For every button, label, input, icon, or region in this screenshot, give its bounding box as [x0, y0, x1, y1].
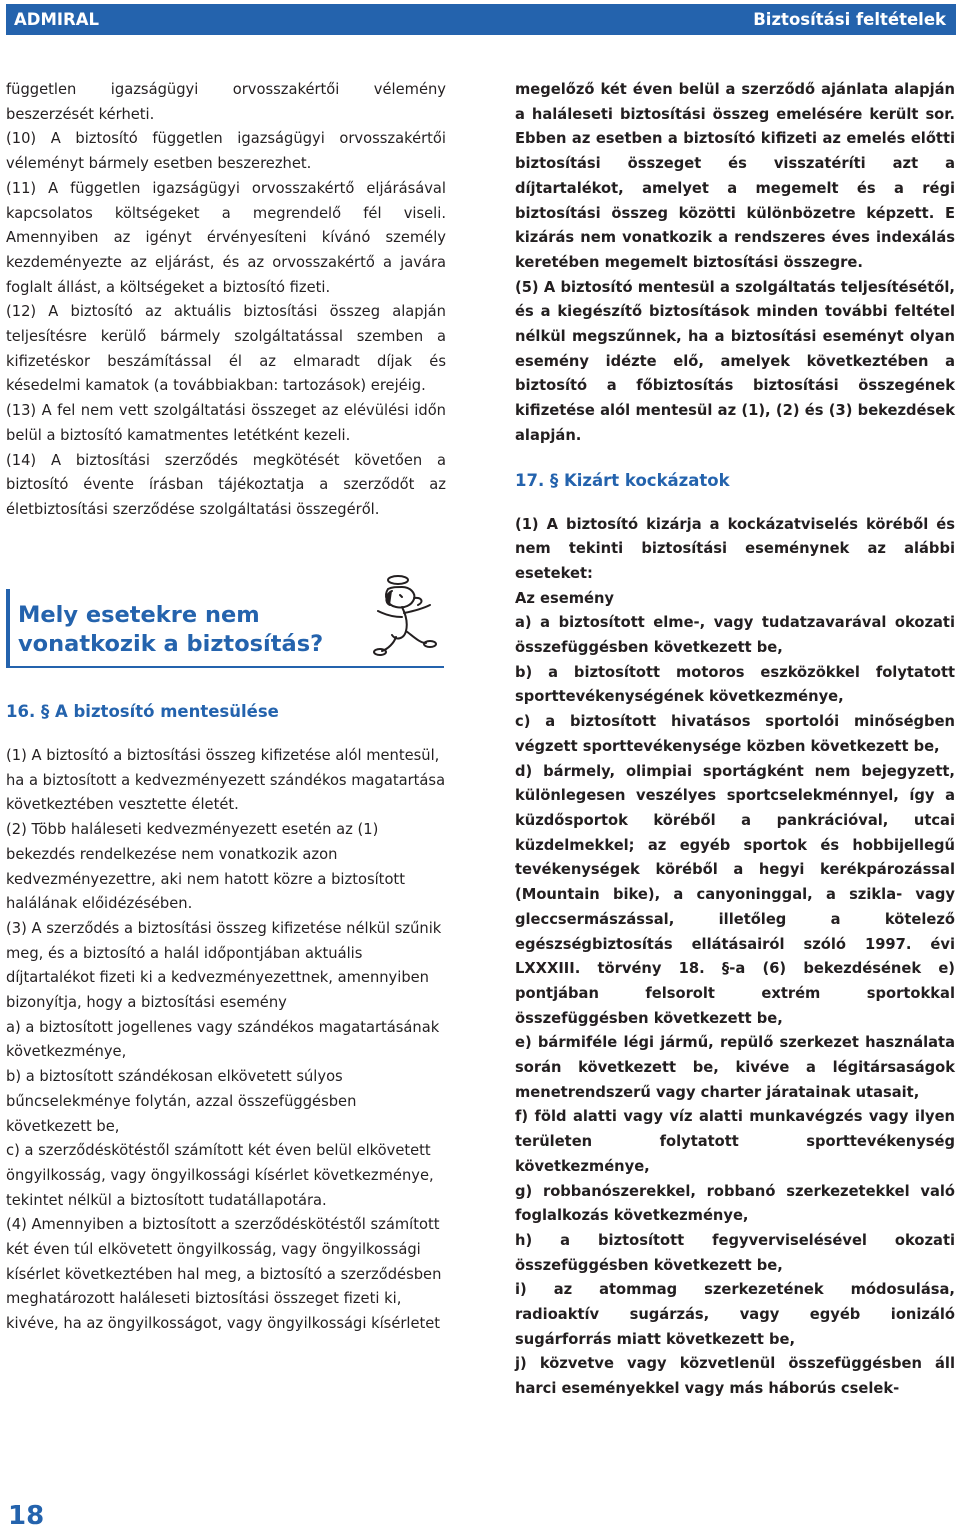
list-item: c) a biztosított hivatásos sportolói minőségben végzett sporttevékenysége közben következett be,: [515, 713, 955, 755]
callout-line: Mely esetekre nem: [18, 602, 260, 628]
paragraph: (13) A fel nem vett szolgáltatási összeget az elévülési időn belül a biztosító kamatmentes letétként kezeli.: [6, 402, 446, 444]
paragraph: független igazságügyi orvosszakértői vélemény beszerzését kérheti.: [6, 81, 446, 123]
callout-heading: [18, 601, 323, 659]
page-number: 18: [8, 1501, 45, 1531]
list-item: g) robbanószerekkel, robbanó szerkezetekkel való foglalkozás következménye,: [515, 1182, 955, 1225]
section-16: [6, 700, 446, 1337]
paragraph: megelőző két éven belül a szerződő ajánlata alapján a haláleseti biztosítási összeg emelésére került sor. Ebben az esetben a biztosító kifizeti az emelés előtti biztosítási összeget és visszatéríti azt a díjtartalékot, amelyet a megemelt és a régi biztosítási összeg közötti különbözetre képzett. E kizárás nem vonatkozik a rendszeres éves indexálás keretében megemelt biztosítási összegre.: [515, 81, 955, 271]
section-heading: 16. § A biztosító mentesülése: [6, 702, 279, 721]
paragraph: (10) A biztosító független igazságügyi orvosszakértői véleményt bármely esetben beszerezhet.: [6, 130, 446, 173]
list-item: j) közvetve vagy közvetlenül összefüggésben áll harci eseményekkel vagy más háborús cselek-: [515, 1355, 955, 1398]
paragraph: Az esemény: [515, 589, 614, 607]
list-item: d) bármely, olimpiai sportágként nem bejegyzett, különlegesen veszélyes sportcselekménnyel, így a küzdősportok köréből a pankrációval, utcai küzdelmekkel; az egyéb sportok és hobbijellegű tevékenységek köréből a hegyi kerékpározással (Mountain bike), a canyoninggal, a szikla- vagy gleccsermászással, illetőleg a kötelező egészségbiztosítás ellátásairól szóló 1997. évi LXXXIII. törvény 18. §-a (6) bekezdésének e) pontjában felsorolt extrém sportokkal összefüggésben következett be,: [515, 762, 955, 1027]
list-item: f) föld alatti vagy víz alatti munkavégzés vagy ilyen területen folytatott sporttevékenység következménye,: [515, 1108, 955, 1175]
paragraph: (12) A biztosító az aktuális biztosítási összeg alapján teljesítésre kerülő bármely szolgáltatással szemben a kifizetéskor beszámítással él az elmaradt díjak és késedelmi kamatok (a továbbiakban: tartozások) erejéig.: [6, 303, 446, 395]
section-heading: 17. § Kizárt kockázatok: [515, 470, 730, 490]
paragraph: (3) A szerződés a biztosítási összeg kifizetése nélkül szűnik meg, és a biztosító a halál időpontjában aktuális díjtartalékot fizeti ki a kedvezményezettnek, amennyiben bizonyítja, hogy a biztosítási esemény: [6, 919, 442, 1012]
callout-line: vonatkozik a biztosítás?: [18, 631, 324, 657]
list-item: h) a biztosított fegyverviselésével okozati összefüggésben következett be,: [515, 1231, 955, 1274]
right-column: [515, 78, 955, 1402]
paragraph: (1) A biztosító kizárja a kockázatviselés köréből és nem tekinti biztosítási eseménynek az alábbi eseteket:: [515, 515, 955, 582]
document-title: Biztosítási feltételek: [753, 10, 946, 29]
list-item: c) a szerződéskötéstől számított két éven belül elkövetett öngyilkosság, vagy öngyilkossági kísérlet következménye, tekintet nélkül a biztosított tudatállapotára.: [6, 1142, 434, 1209]
paragraph: (4) Amennyiben a biztosított a szerződéskötéstől számított két éven túl elkövetett öngyilkosság, vagy öngyilkossági kísérlet következtében hal meg, a biztosító a szerződésben meghatározott haláleseti biztosítási összeget fizeti ki, kivéve, ha az öngyilkosságot, vagy öngyilkossági kísérletet: [6, 1216, 442, 1333]
paragraph: (1) A biztosító a biztosítási összeg kifizetése alól mentesül, ha a biztosított a kedvezményezett szándékos magatartása következtében vesztette életét.: [6, 747, 446, 814]
page-header: [6, 4, 956, 35]
brand-name: ADMIRAL: [14, 10, 100, 29]
list-item: i) az atommag szerkezetének módosulása, radioaktív sugárzás, vagy egyéb ionizáló sugárforrás miatt következett be,: [515, 1281, 955, 1348]
list-item: e) bármiféle légi jármű, repülő szerkezet használata során következett be, kivéve a légitársaságok menetrendszerű vagy charter járatainak utasait,: [515, 1034, 955, 1101]
paragraph: (11) A független igazságügyi orvosszakértő eljárásával kapcsolatos költségeket a megrendelő fél viseli. Amennyiben az igényt érvényesíteni kívánó személy kezdeményezte az eljárást, és az orvosszakértő a javára foglalt állást, a költségeket a biztosító fizeti.: [6, 179, 446, 296]
left-column-top: [6, 78, 446, 523]
callout-stripe: [6, 589, 10, 666]
list-item: b) a biztosított szándékosan elkövetett súlyos bűncselekménye folytán, azzal összefüggésben következett be,: [6, 1068, 357, 1135]
list-item: b) a biztosított motoros eszközökkel folytatott sporttevékenységének következménye,: [515, 663, 955, 706]
paragraph: (14) A biztosítási szerződés megkötését követően a biztosító évente írásban tájékoztatja a szerződőt az életbiztosítási szerződése szolgáltatási összegéről.: [6, 451, 446, 518]
dancing-dog-illustration: [366, 571, 448, 657]
list-item: a) a biztosított elme-, vagy tudatzavarával okozati összefüggésben következett be,: [515, 614, 955, 657]
paragraph: (5) A biztosító mentesül a szolgáltatás teljesítésétől, és a kiegészítő biztosítások minden további feltétel nélkül megszűnnek, ha a biztosítási eseményt olyan esemény idézte elő, amelyek következtében a biztosító a főbiztosítás biztosítási összegének kifizetése alól mentesül az (1), (2) és (3) bekezdések alapján.: [515, 278, 955, 444]
paragraph: (2) Több haláleseti kedvezményezett esetén az (1) bekezdés rendelkezése nem vonatkozik azon kedvezményezettre, aki nem hatott közre a biztosított halálának előidézésében.: [6, 821, 405, 913]
list-item: a) a biztosított jogellenes vagy szándékos magatartásának következménye,: [6, 1018, 440, 1061]
